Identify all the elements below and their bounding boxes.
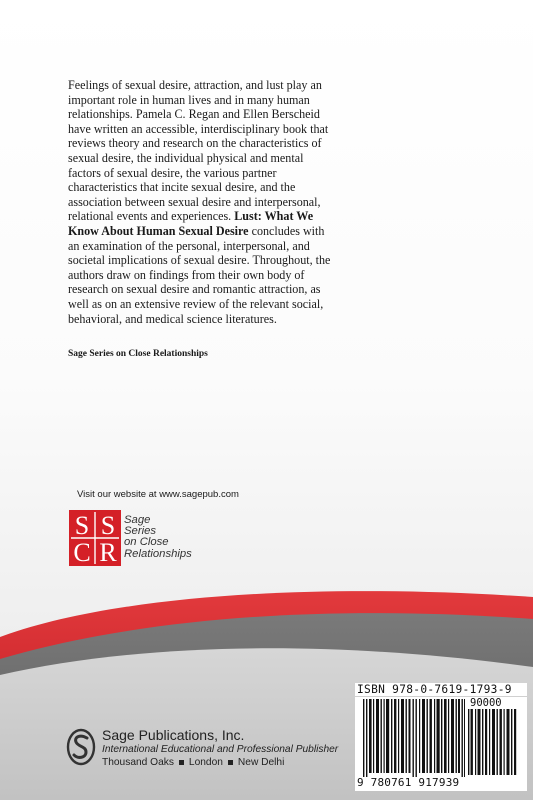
series-logo-text [124,515,192,560]
series-logo-word: Sage [124,514,151,526]
sscr-letter-1: S [74,511,90,540]
blurb-part-1: Feelings of sexual desire, attraction, and lust play an important role in human lives and in many human relationships. Pamela C. Regan and Ellen Berscheid have written an accessible, interdisciplinary book that reviews theory and research on the characteristics of sexual desire, the individual physical and mental factors of sexual desire, the various partner characteristics that incite sexual desire, and the association between sexual desire and interpersonal, relational events and experiences. [68,78,329,224]
blurb-part-2: concludes with an examination of the personal, interpersonal, and societal implications of sexual desire. Throughout, the authors draw on findings from their own body of research on sexual desire and romantic attraction, as well as on an extensive review of the relevant social, behavioral, and medical science literatures. [68,223,331,326]
city: Thousand Oaks [102,757,174,768]
publisher-cities [102,757,284,768]
city: London [188,757,223,768]
barcode-addon-number: 90000 [470,697,502,709]
series-name: Sage Series on Close Relationships [68,349,208,359]
sscr-letter-3: C [73,538,91,566]
addon-barcode-bars [468,709,518,775]
publisher-name: Sage Publications, Inc. [102,727,245,743]
isbn-label: ISBN 978-0-7619-1793-9 [355,683,527,696]
barcode [355,697,527,791]
series-logo-word: Relationships [124,547,192,560]
sscr-logo [69,510,121,566]
sage-publisher-logo-icon [66,727,96,767]
series-logo-word: on Close [124,536,169,549]
separator-square-icon [228,760,233,765]
separator-square-icon [179,760,184,765]
publisher-tagline: International Educational and Professional Publisher [102,744,339,755]
sscr-letter-2: S [100,511,116,540]
series-logo-word: Series [124,525,157,538]
blurb-text [68,78,336,326]
sscr-letter-4: R [99,538,117,566]
city: New Delhi [237,757,285,768]
ean-barcode-bars [363,699,465,777]
blurb-book-title: Lust: What We Know About Human Sexual Desire [68,209,314,238]
barcode-number: 9 780761 917939 [357,776,460,789]
website-text: Visit our website at www.sagepub.com [77,489,239,500]
